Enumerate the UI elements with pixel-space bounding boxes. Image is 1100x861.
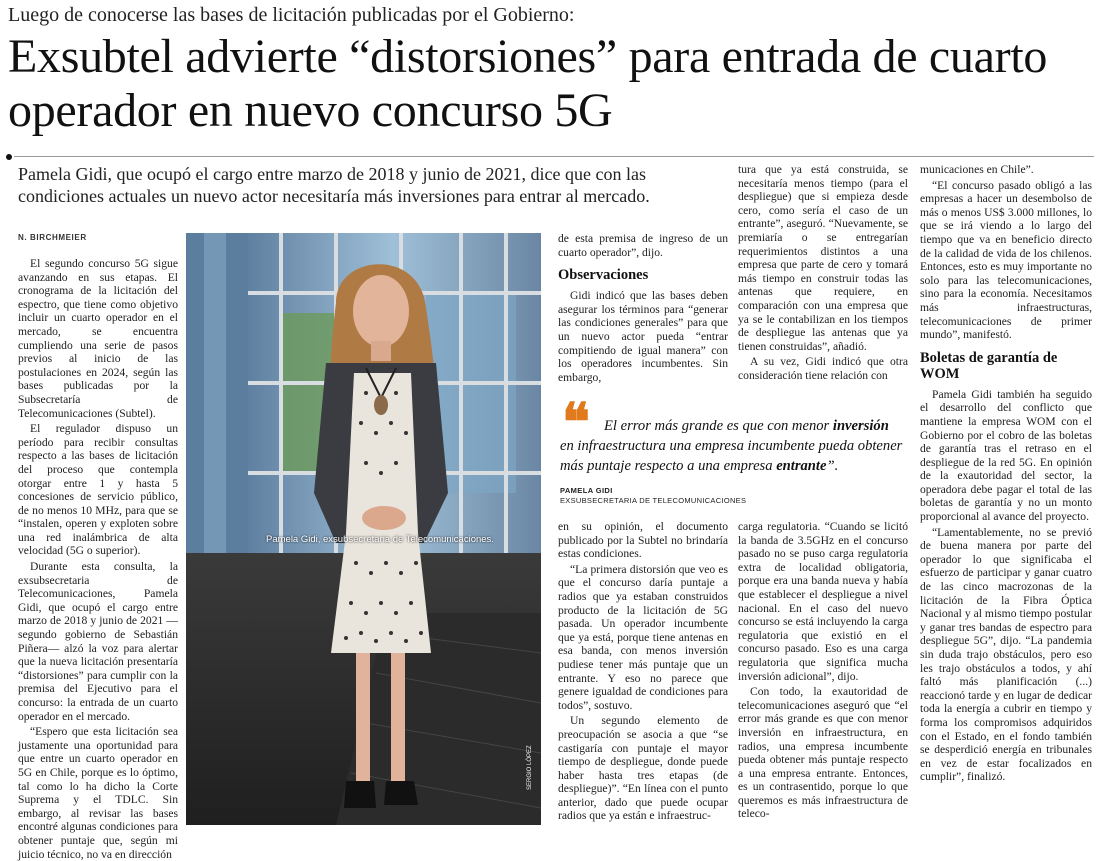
article-column-3-bottom (738, 520, 908, 828)
paragraph: “Espero que esta licitación sea justamente una oportunidad para que entre un cuarto operador en 5G en Chile, porque es lo óptimo, tal como lo ha dicho la Corte Suprema y el TDLC. Sin embargo, al revisar las bases encontré algunas condiciones para obtener puntaje que, según mi juicio técnico, no va en dirección (18, 725, 178, 861)
quote-text (560, 416, 905, 476)
section-heading-observaciones: Observaciones (558, 267, 649, 284)
photo-credit: SERGIO LÓPEZ (527, 745, 533, 790)
article-column-2-top (558, 232, 728, 392)
photo-caption: Pamela Gidi, exsubsecretaria de Telecomunicaciones. (266, 534, 494, 545)
quote-text-part: ”. (826, 458, 839, 474)
quote-attribution-role: EXSUBSECRETARIA DE TELECOMUNICACIONES (560, 496, 747, 505)
paragraph: “Lamentablemente, no se previó de buena manera por parte del operador lo que significaba el esfuerzo de participar y ganar cuatro de las cinco macrozonas de la licitación de la Fibra Óptica Nacional y al mismo tiempo postular y ganar tres bandas de espectro para despliegue 5G”, dijo. “La pandemia sin duda trajo obstáculos, pero eso les trajo obstáculos a todos, y ahí faltó más planificación (...) reaccionó tarde y en lugar de dedicar toda la energía a cubrir en tiempo y forma los compromisos adquiridos con el Estado, en el fondo también se desperdició energía en tribunales en vez de estar focalizados en cumplir”, finalizó. (920, 525, 1092, 784)
paragraph: Gidi indicó que las bases deben asegurar los términos para “generar las condiciones generales” para que un nuevo actor pueda “entrar compitiendo de igual manera” con los operadores incumbentes. Sin embargo, (558, 289, 728, 384)
paragraph: carga regulatoria. “Cuando se licitó la banda de 3.5GHz en el concurso pasado no se puso carga regulatoria extra de localidad obligatoria, porque era una banda nueva y había que establecer el despliegue a nivel nacional. En el caso del nuevo concurso se está incluyendo la carga regulatoria que existió en el concurso pasado. Eso es una carga regulatoria que significa mucha inversión adicional”, dijo. (738, 520, 908, 683)
article-column-1 (18, 257, 178, 861)
section-heading-wom: Boletas de garantía de WOM (920, 349, 1058, 382)
paragraph: de esta premisa de ingreso de un cuarto operador”, dijo. (558, 232, 728, 259)
kicker: Luego de conocerse las bases de licitación publicadas por el Gobierno: (8, 4, 575, 26)
quote-text-part: en infraestructura una empresa incumbente pueda obtener más puntaje respecto a una empresa (560, 438, 903, 474)
divider-rule (14, 156, 1094, 157)
paragraph: “El concurso pasado obligó a las empresas a hacer un desembolso de más o menos US$ 3.000 millones, lo que se irá viendo a lo largo del tiempo que va en beneficio directo de la calidad de vida de los chilenos. Entonces, esto es muy importante no solo para las telecomunicaciones, sino para la economía. Necesitamos más infraestructuras, telecomunicaciones de primer mundo”, manifestó. (920, 178, 1092, 342)
portrait-photo (186, 233, 541, 825)
quote-text-part: El error más grande es que con menor (604, 418, 830, 434)
paragraph: El segundo concurso 5G sigue avanzando en sus etapas. El cronograma de la licitación del espectro, que tiene como objetivo incluir un cuarto operador en el mercado, se encuentra cumpliendo una serie de pasos previos al inicio de las postulaciones en 2024, según las bases publicadas por la Subsecretaría de Telecomunicaciones (Subtel). (18, 257, 178, 420)
quote-attribution-name: PAMELA GIDI (560, 486, 613, 495)
paragraph: Pamela Gidi también ha seguido el desarrollo del conflicto que mantiene la empresa WOM con el Gobierno por el cobro de las boletas de garantía tras el retraso en el despliegue de la red 5G. En opinión de la exautoridad del sector, la operadora debe pagar el total de las boletas de garantía y no un monto proporcional al avance del proyecto. (920, 387, 1092, 524)
quote-text-bold: inversión (832, 418, 889, 434)
article-column-4 (920, 163, 1092, 828)
article-column-3-top (738, 163, 908, 393)
paragraph: municaciones en Chile”. (920, 163, 1034, 176)
paragraph: Con todo, la exautoridad de telecomunicaciones aseguró que “el error más grande es que con menor inversión en infraestructura, en radios, una empresa incumbente pueda obtener más puntaje respecto a una empresa entrante. Entonces, es un contrasentido, porque lo que queremos es más infraestructura de teleco- (738, 685, 908, 821)
article-column-2-bottom (558, 520, 728, 828)
paragraph: tura que ya está construida, se necesitaría menos tiempo (para el despliegue) que si empieza desde cero, como sería el caso de un entrante”, aseguró. “Nuevamente, se premiaría o se entregarían requerimientos distintos a una empresa que parte de cero y tomará más tiempo en construir todas las antenas que requiere, en comparación con una empresa que ya se le contabilizan en los tiempos de despliegue las antenas que ya tienen construidas”, añadió. (738, 163, 908, 353)
quote-mark-icon: ❝ (562, 395, 590, 452)
headline: Exsubtel advierte “distorsiones” para entrada de cuarto operador en nuevo concurso 5G (8, 30, 1048, 137)
paragraph: El regulador dispuso un período para recibir consultas respecto a las bases de licitación del proceso que contempla otorgar entre 1 y hasta 5 concesiones de servicio público, de no menos 10 MHz, para que se “instalen, operen y exploten sobre una red inalámbrica de alta velocidad (5G o superior). (18, 422, 178, 558)
paragraph: Durante esta consulta, la exsubsecretaria de Telecomunicaciones, Pamela Gidi, que ocupó el cargo entre marzo de 2018 y junio de 2021 —segundo gobierno de Sebastián Piñera— alzó la voz para alertar que la nueva licitación presentaría “distorsiones” para cumplir con la premisa del Ejecutivo para el concurso: la entrada de un cuarto operador en el mercado. (18, 560, 178, 723)
portrait-illustration (186, 233, 541, 825)
byline: N. BIRCHMEIER (18, 233, 87, 242)
paragraph: en su opinión, el documento publicado por la Subtel no brindaría estas condiciones. (558, 520, 728, 561)
pull-quote (560, 395, 910, 514)
paragraph: “La primera distorsión que veo es que el concurso daría puntaje a radios que ya estaban construidos producto de la licitación de 5G pasada. Un operador incumbente que ya está, porque tiene antenas en esa banda, con menos inversión pudiese tener más puntaje que un entrante. Y eso no parece que genere igualdad de condiciones para todos”, sostuvo. (558, 562, 728, 712)
paragraph: Un segundo elemento de preocupación se asocia a que “se castigaría con puntaje el mayor tiempo de despliegue, donde puede haber hasta tres etapas (de despliegue)”. “En línea con el punto anterior, dado que puede ocupar radios que ya están e infraestruc- (558, 714, 728, 823)
subhead: Pamela Gidi, que ocupó el cargo entre marzo de 2018 y junio de 2021, dice que con las condiciones actuales un nuevo actor necesitaría más inversiones para entrar al mercado. (18, 164, 650, 206)
quote-text-bold: entrante (776, 458, 827, 474)
paragraph: A su vez, Gidi indicó que otra consideración tiene relación con (738, 355, 908, 382)
rule-dot (6, 154, 12, 160)
